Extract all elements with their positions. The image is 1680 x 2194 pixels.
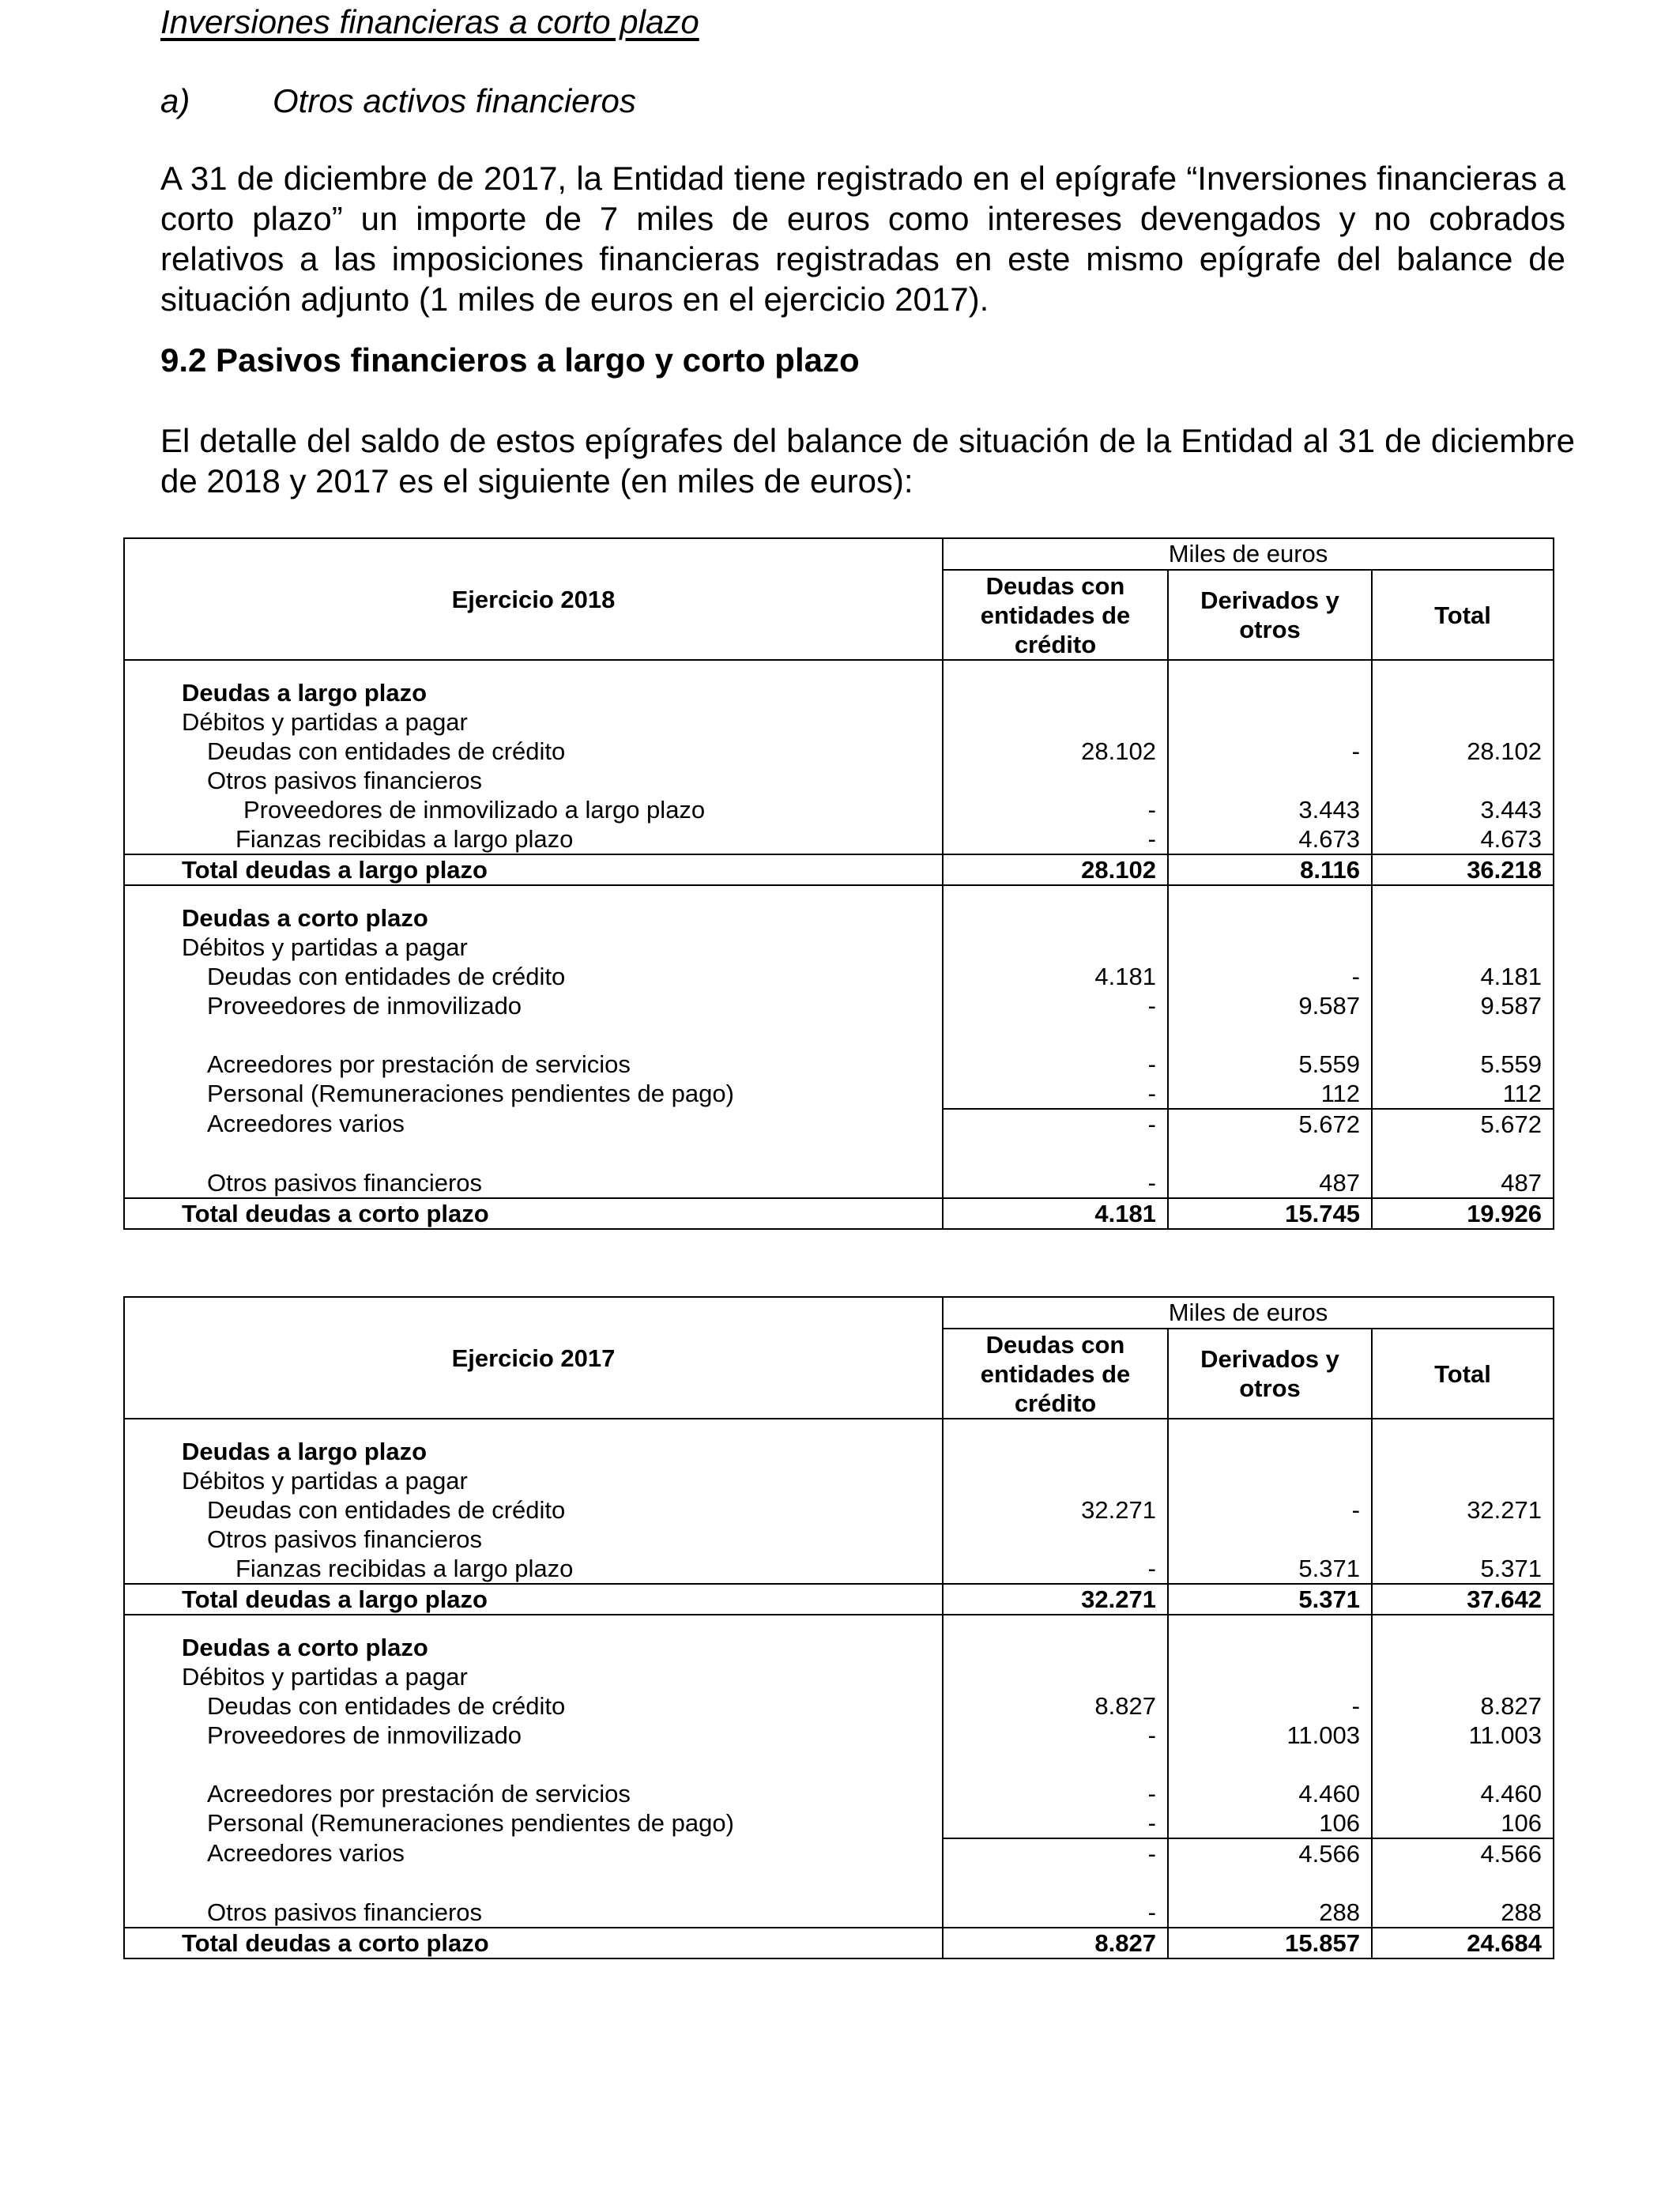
row-label-lp-otros: Otros pasivos financieros bbox=[124, 1525, 943, 1554]
cell-derivados: 5.371 bbox=[1168, 1554, 1372, 1584]
table-ejercicio-2018 bbox=[123, 537, 1554, 1230]
cell-deudas: - bbox=[943, 795, 1168, 824]
table-row bbox=[124, 1808, 1554, 1838]
row-label: Fianzas recibidas a largo plazo bbox=[124, 824, 943, 854]
table-row bbox=[124, 737, 1554, 766]
cell-total: 4.181 bbox=[1372, 962, 1554, 991]
total-label: Total deudas a largo plazo bbox=[124, 1584, 943, 1615]
cell-deudas: - bbox=[943, 1109, 1168, 1139]
cell-deudas: - bbox=[943, 1168, 1168, 1198]
table-row bbox=[124, 1779, 1554, 1808]
row-label-lp-title: Deudas a largo plazo bbox=[124, 678, 943, 707]
header-total: Total bbox=[1372, 1329, 1554, 1419]
table-row bbox=[124, 1554, 1554, 1584]
cell-total: 11.003 bbox=[1372, 1721, 1554, 1750]
cell-derivados: 112 bbox=[1168, 1079, 1372, 1109]
cell-derivados: 4.673 bbox=[1168, 824, 1372, 854]
row-label: Acreedores por prestación de servicios bbox=[124, 1050, 943, 1079]
total-label: Total deudas a largo plazo bbox=[124, 854, 943, 885]
table-row bbox=[124, 1109, 1554, 1139]
cell-total: 487 bbox=[1372, 1168, 1554, 1198]
cell-total: 28.102 bbox=[1372, 737, 1554, 766]
header-miles-de-euros: Miles de euros bbox=[943, 538, 1554, 570]
table-row bbox=[124, 824, 1554, 854]
cell-deudas: 4.181 bbox=[943, 962, 1168, 991]
cell-total: 4.673 bbox=[1372, 824, 1554, 854]
row-label-cp-title: Deudas a corto plazo bbox=[124, 1633, 943, 1662]
cell-derivados: 4.460 bbox=[1168, 1779, 1372, 1808]
section-paragraph: El detalle del saldo de estos epígrafes del balance de situación de la Entidad al 31 de diciembre de 2018 y 2017 es el siguiente (en miles de euros): bbox=[160, 422, 1575, 499]
total-total: 37.642 bbox=[1372, 1584, 1554, 1615]
row-label: Fianzas recibidas a largo plazo bbox=[124, 1554, 943, 1584]
cell-deudas: - bbox=[943, 1838, 1168, 1868]
total-total: 24.684 bbox=[1372, 1928, 1554, 1958]
table-ejercicio-2017 bbox=[123, 1296, 1554, 1959]
row-label: Personal (Remuneraciones pendientes de pago) bbox=[124, 1079, 943, 1109]
cell-deudas: - bbox=[943, 1721, 1168, 1750]
row-label-cp-debitos: Débitos y partidas a pagar bbox=[124, 933, 943, 962]
total-total: 36.218 bbox=[1372, 854, 1554, 885]
header-ejercicio: Ejercicio 2018 bbox=[124, 538, 943, 660]
cell-deudas: - bbox=[943, 1808, 1168, 1838]
table-row bbox=[124, 1079, 1554, 1109]
header-deudas-entidades: Deudas con entidades de crédito bbox=[943, 1329, 1168, 1419]
row-label-lp-otros: Otros pasivos financieros bbox=[124, 766, 943, 795]
table-row bbox=[124, 991, 1554, 1020]
row-label-cp-title: Deudas a corto plazo bbox=[124, 903, 943, 933]
total-deudas: 32.271 bbox=[943, 1584, 1168, 1615]
section-title: 9.2 Pasivos financieros a largo y corto plazo bbox=[160, 341, 860, 379]
cell-derivados: 11.003 bbox=[1168, 1721, 1372, 1750]
cell-total: 4.566 bbox=[1372, 1838, 1554, 1868]
row-label: Personal (Remuneraciones pendientes de pago) bbox=[124, 1808, 943, 1838]
cell-deudas: - bbox=[943, 1779, 1168, 1808]
row-label: Deudas con entidades de crédito bbox=[124, 1691, 943, 1721]
row-label-lp-debitos: Débitos y partidas a pagar bbox=[124, 1466, 943, 1495]
cell-derivados: - bbox=[1168, 1691, 1372, 1721]
cell-derivados: 9.587 bbox=[1168, 991, 1372, 1020]
cell-total: 9.587 bbox=[1372, 991, 1554, 1020]
table-row bbox=[124, 795, 1554, 824]
table-row bbox=[124, 962, 1554, 991]
cell-total: 3.443 bbox=[1372, 795, 1554, 824]
row-label: Proveedores de inmovilizado a largo plazo bbox=[124, 795, 943, 824]
cell-derivados: - bbox=[1168, 1495, 1372, 1525]
header-ejercicio: Ejercicio 2017 bbox=[124, 1297, 943, 1419]
header-total: Total bbox=[1372, 570, 1554, 660]
cell-deudas: - bbox=[943, 824, 1168, 854]
row-label: Otros pasivos financieros bbox=[124, 1898, 943, 1928]
total-derivados: 15.745 bbox=[1168, 1198, 1372, 1229]
total-derivados: 15.857 bbox=[1168, 1928, 1372, 1958]
header-derivados: Derivados y otros bbox=[1168, 1329, 1372, 1419]
cell-total: 5.559 bbox=[1372, 1050, 1554, 1079]
cell-derivados: 5.559 bbox=[1168, 1050, 1372, 1079]
cell-total: 112 bbox=[1372, 1079, 1554, 1109]
total-label: Total deudas a corto plazo bbox=[124, 1198, 943, 1229]
row-label: Proveedores de inmovilizado bbox=[124, 1721, 943, 1750]
total-deudas: 28.102 bbox=[943, 854, 1168, 885]
cell-total: 8.827 bbox=[1372, 1691, 1554, 1721]
table-row bbox=[124, 1168, 1554, 1198]
total-deudas: 4.181 bbox=[943, 1198, 1168, 1229]
row-label-cp-debitos: Débitos y partidas a pagar bbox=[124, 1662, 943, 1691]
subheading-letter: a) bbox=[160, 82, 190, 119]
cell-total: 32.271 bbox=[1372, 1495, 1554, 1525]
cell-total: 5.371 bbox=[1372, 1554, 1554, 1584]
header-deudas-entidades: Deudas con entidades de crédito bbox=[943, 570, 1168, 660]
heading-inversiones: Inversiones financieras a corto plazo bbox=[160, 3, 699, 40]
cell-deudas: 32.271 bbox=[943, 1495, 1168, 1525]
total-derivados: 8.116 bbox=[1168, 854, 1372, 885]
row-label-lp-title: Deudas a largo plazo bbox=[124, 1437, 943, 1466]
cell-derivados: 3.443 bbox=[1168, 795, 1372, 824]
row-label: Acreedores varios bbox=[124, 1838, 943, 1868]
total-deudas: 8.827 bbox=[943, 1928, 1168, 1958]
row-label-lp-debitos: Débitos y partidas a pagar bbox=[124, 707, 943, 737]
header-miles-de-euros: Miles de euros bbox=[943, 1297, 1554, 1329]
cell-deudas: - bbox=[943, 1554, 1168, 1584]
row-label: Deudas con entidades de crédito bbox=[124, 962, 943, 991]
total-total: 19.926 bbox=[1372, 1198, 1554, 1229]
row-label: Acreedores por prestación de servicios bbox=[124, 1779, 943, 1808]
table-row bbox=[124, 1721, 1554, 1750]
table-row bbox=[124, 1495, 1554, 1525]
cell-deudas: - bbox=[943, 1898, 1168, 1928]
intro-paragraph: A 31 de diciembre de 2017, la Entidad tiene registrado en el epígrafe “Inversiones financieras a corto plazo” un importe de 7 miles de euros como intereses devengados y no cobrados relativos a las imposiciones financieras registradas en este mismo epígrafe del balance de situación adjunto (1 miles de euros en el ejercicio 2017). bbox=[160, 160, 1565, 318]
row-label: Acreedores varios bbox=[124, 1109, 943, 1139]
row-label: Deudas con entidades de crédito bbox=[124, 1495, 943, 1525]
table-row bbox=[124, 1691, 1554, 1721]
row-label: Otros pasivos financieros bbox=[124, 1168, 943, 1198]
cell-total: 106 bbox=[1372, 1808, 1554, 1838]
total-row bbox=[124, 1198, 1554, 1229]
cell-deudas: - bbox=[943, 1079, 1168, 1109]
cell-derivados: - bbox=[1168, 962, 1372, 991]
cell-derivados: 4.566 bbox=[1168, 1838, 1372, 1868]
cell-deudas: - bbox=[943, 991, 1168, 1020]
cell-total: 4.460 bbox=[1372, 1779, 1554, 1808]
total-label: Total deudas a corto plazo bbox=[124, 1928, 943, 1958]
cell-deudas: 8.827 bbox=[943, 1691, 1168, 1721]
table-row bbox=[124, 1050, 1554, 1079]
cell-derivados: 288 bbox=[1168, 1898, 1372, 1928]
cell-derivados: - bbox=[1168, 737, 1372, 766]
cell-derivados: 5.672 bbox=[1168, 1109, 1372, 1139]
total-row bbox=[124, 1928, 1554, 1958]
cell-deudas: 28.102 bbox=[943, 737, 1168, 766]
header-derivados: Derivados y otros bbox=[1168, 570, 1372, 660]
cell-total: 5.672 bbox=[1372, 1109, 1554, 1139]
subheading-title: Otros activos financieros bbox=[273, 82, 636, 119]
cell-total: 288 bbox=[1372, 1898, 1554, 1928]
cell-deudas: - bbox=[943, 1050, 1168, 1079]
total-row bbox=[124, 1584, 1554, 1615]
row-label: Deudas con entidades de crédito bbox=[124, 737, 943, 766]
table-row bbox=[124, 1838, 1554, 1868]
cell-derivados: 106 bbox=[1168, 1808, 1372, 1838]
cell-derivados: 487 bbox=[1168, 1168, 1372, 1198]
total-derivados: 5.371 bbox=[1168, 1584, 1372, 1615]
total-row bbox=[124, 854, 1554, 885]
row-label: Proveedores de inmovilizado bbox=[124, 991, 943, 1020]
table-row bbox=[124, 1898, 1554, 1928]
